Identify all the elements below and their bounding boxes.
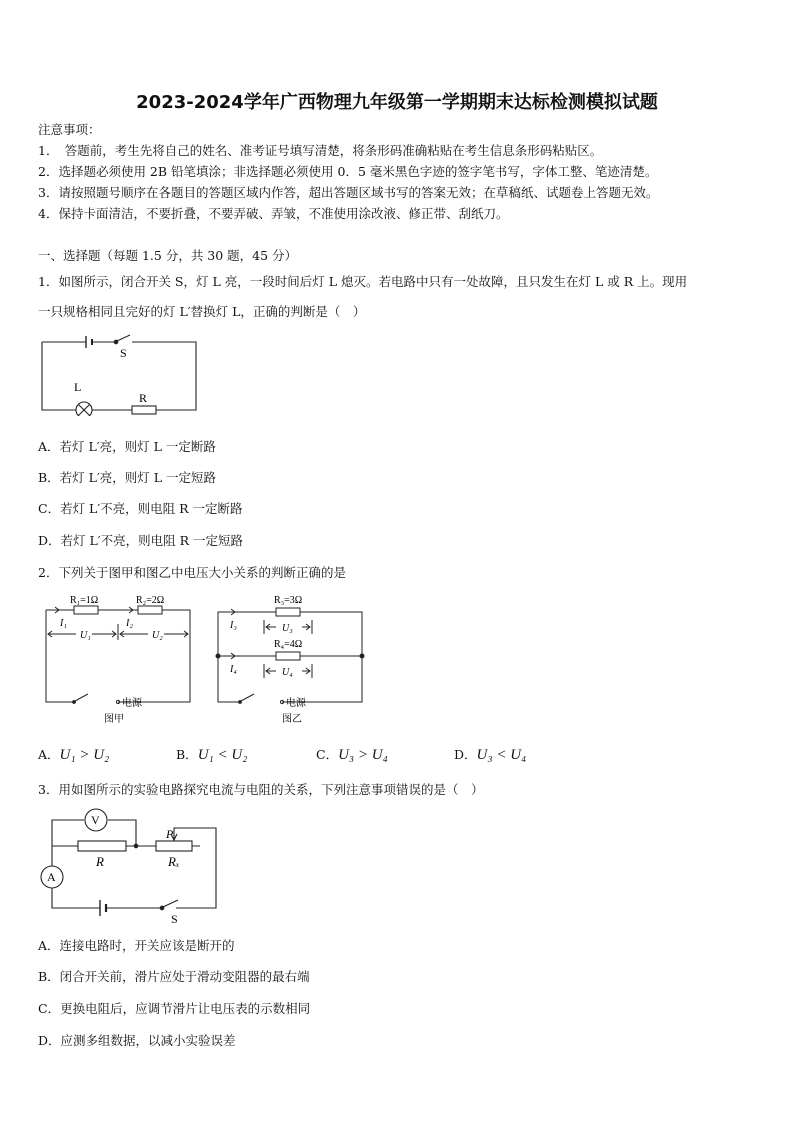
u1-label: U₁: [80, 630, 91, 641]
q1-option-d[interactable]: D．若灯 L′不亮，则电阻 R 一定短路: [38, 533, 243, 548]
q2-stem: 2．下列关于图甲和图乙中电压大小关系的判断正确的是: [38, 565, 346, 580]
q3-resistor-label: R: [96, 854, 104, 869]
rheostat-label: Rₓ: [168, 854, 180, 869]
q2-option-b[interactable]: B．U₁ < U₂: [176, 747, 248, 763]
q1-stem-line1: 1．如图所示，闭合开关 S，灯 L 亮，一段时间后灯 L 熄灭。若电路中只有一处故障，且只发生在灯 L 或 R 上。现用: [38, 274, 688, 289]
u3-label: U₃: [282, 623, 293, 634]
caption-jia: 图甲: [104, 714, 124, 725]
q1-option-a[interactable]: A．若灯 L′亮，则灯 L 一定断路: [38, 439, 216, 454]
q2-option-d[interactable]: D．U₃ < U₄: [454, 747, 527, 763]
source-label-a: 电源: [122, 698, 142, 709]
q3-option-b[interactable]: B．闭合开关前，滑片应处于滑动变阻器的最右端: [38, 969, 310, 984]
ammeter-label: A: [47, 870, 56, 884]
note-item-4: 4．保持卡面清洁，不要折叠，不要弄破、弄皱，不准使用涂改液、修正带、刮纸刀。: [38, 206, 509, 221]
note-item-2: 2．选择题必须使用 2B 铅笔填涂；非选择题必须使用 0．5 毫米黑色字迹的签字笔书写，字体工整、笔迹清楚。: [38, 164, 658, 179]
q2-circuit-diagrams: [40, 590, 370, 730]
slider-label: P: [166, 827, 174, 841]
q3-option-a[interactable]: A．连接电路时，开关应该是断开的: [38, 938, 235, 953]
i4-label: I₄: [230, 664, 237, 675]
source-label-b: 电源: [286, 698, 306, 709]
i2-label: I₂: [126, 618, 133, 629]
voltmeter-label: V: [91, 813, 100, 827]
i3-label: I₃: [230, 620, 237, 631]
q2-option-a[interactable]: A．U₁ > U₂: [38, 747, 110, 763]
note-item-3: 3．请按照题号顺序在各题目的答题区域内作答，超出答题区域书写的答案无效；在草稿纸、试题卷上答题无效。: [38, 185, 659, 200]
q1-option-c[interactable]: C．若灯 L′不亮，则电阻 R 一定断路: [38, 501, 243, 516]
r3-label: R₃=3Ω: [274, 595, 303, 606]
i1-label: I₁: [60, 618, 67, 629]
u2-label: U₂: [152, 630, 163, 641]
q1-circuit-diagram: [36, 332, 206, 416]
q2-option-c[interactable]: C．U₃ > U₄: [316, 747, 388, 763]
r2-label: R₂=2Ω: [136, 595, 165, 606]
q1-resistor-label: R: [139, 391, 148, 405]
q3-stem: 3．用如图所示的实验电路探究电流与电阻的关系，下列注意事项错误的是（ ）: [38, 782, 484, 797]
q1-switch-label: S: [120, 346, 127, 360]
note-item-1: 1． 答题前，考生先将自己的姓名、准考证号填写清楚，将条形码准确粘贴在考生信息条形码粘贴区。: [38, 143, 603, 158]
r1-label: R₁=1Ω: [70, 595, 99, 606]
notes-heading: 注意事项：: [38, 122, 101, 137]
r4-label: R₄=4Ω: [274, 639, 303, 650]
section-heading: 一、选择题（每题 1.5 分，共 30 题，45 分）: [38, 248, 298, 263]
q1-lamp-label: L: [74, 380, 82, 394]
q3-circuit-diagram: [36, 804, 222, 926]
u4-label: U₄: [282, 667, 293, 678]
q1-option-b[interactable]: B．若灯 L′亮，则灯 L 一定短路: [38, 470, 217, 485]
caption-yi: 图乙: [282, 714, 302, 725]
q3-option-c[interactable]: C．更换电阻后，应调节滑片让电压表的示数相同: [38, 1001, 311, 1016]
q1-stem-line2: 一只规格相同且完好的灯 L′替换灯 L，正确的判断是（ ）: [38, 304, 366, 319]
q3-option-d[interactable]: D．应测多组数据，以减小实验误差: [38, 1033, 236, 1048]
q3-switch-label: S: [171, 912, 178, 926]
page-title: 2023-2024学年广西物理九年级第一学期期末达标检测模拟试题: [136, 92, 658, 113]
